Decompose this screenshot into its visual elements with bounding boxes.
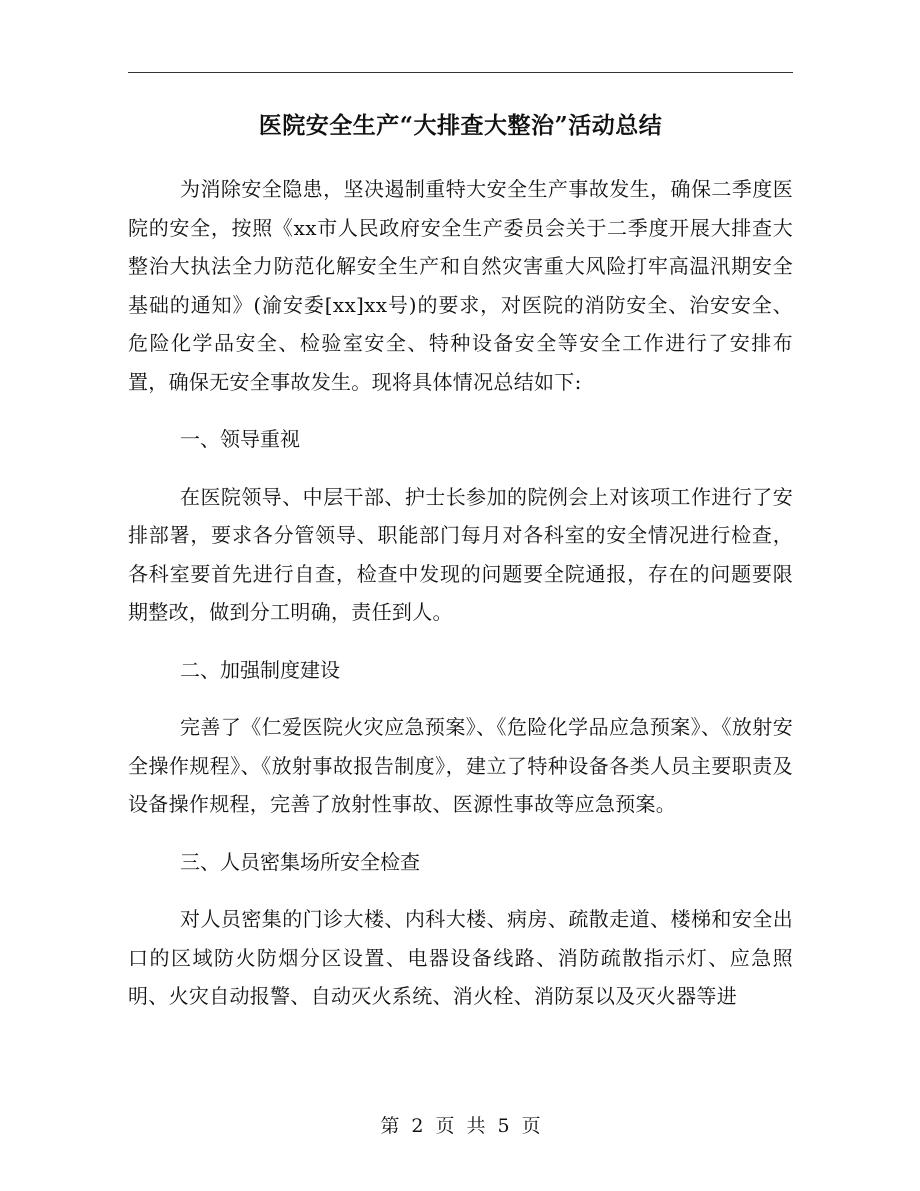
- section-heading-regulations: 二、加强制度建设: [180, 657, 340, 682]
- document-title: 医院安全生产“大排查大整治”活动总结: [258, 112, 663, 139]
- document-body: [128, 170, 793, 1016]
- section-body-regulations: 完善了《仁爱医院火灾应急预案》、《危险化学品应急预案》、《放射安全操作规程》、《放射事故报告制度》，建立了特种设备各类人员主要职责及设备操作规程，完善了放射性事故、医源性事故等应急预案。: [128, 715, 793, 816]
- section-heading-leadership: 一、领导重视: [180, 427, 300, 451]
- section-body-leadership: 在医院领导、中层干部、护士长参加的院例会上对该项工作进行了安排部署，要求各分管领导、职能部门每月对各科室的安全情况进行检查，各科室要首先进行自查，检查中发现的问题要全院通报，存在的问题要限期整改，做到分工明确，责任到人。: [128, 484, 793, 624]
- intro-paragraph: 为消除安全隐患，坚决遏制重特大安全生产事故发生，确保二季度医院的安全，按照《xx市人民政府安全生产委员会关于二季度开展大排查大整治大执法全力防范化解安全生产和自然灾害重大风险打牢高温汛期安全基础的通知》(渝安委[xx]xx号)的要求，对医院的消防安全、治安安全、危险化学品安全、检验室安全、特种设备安全等安全工作进行了安排布置，确保无安全事故发生。现将具体情况总结如下:: [128, 177, 793, 394]
- header-rule: [128, 72, 793, 73]
- section-heading-crowded-places: 三、人员密集场所安全检查: [180, 849, 420, 874]
- section-body-crowded-places: 对人员密集的门诊大楼、内科大楼、病房、疏散走道、楼梯和安全出口的区域防火防烟分区设置、电器设备线路、消防疏散指示灯、应急照明、火灾自动报警、自动灭火系统、消火栓、消防泵以及灭火器等进: [128, 907, 793, 1008]
- page-number-footer: 第 2 页 共 5 页: [380, 1115, 541, 1137]
